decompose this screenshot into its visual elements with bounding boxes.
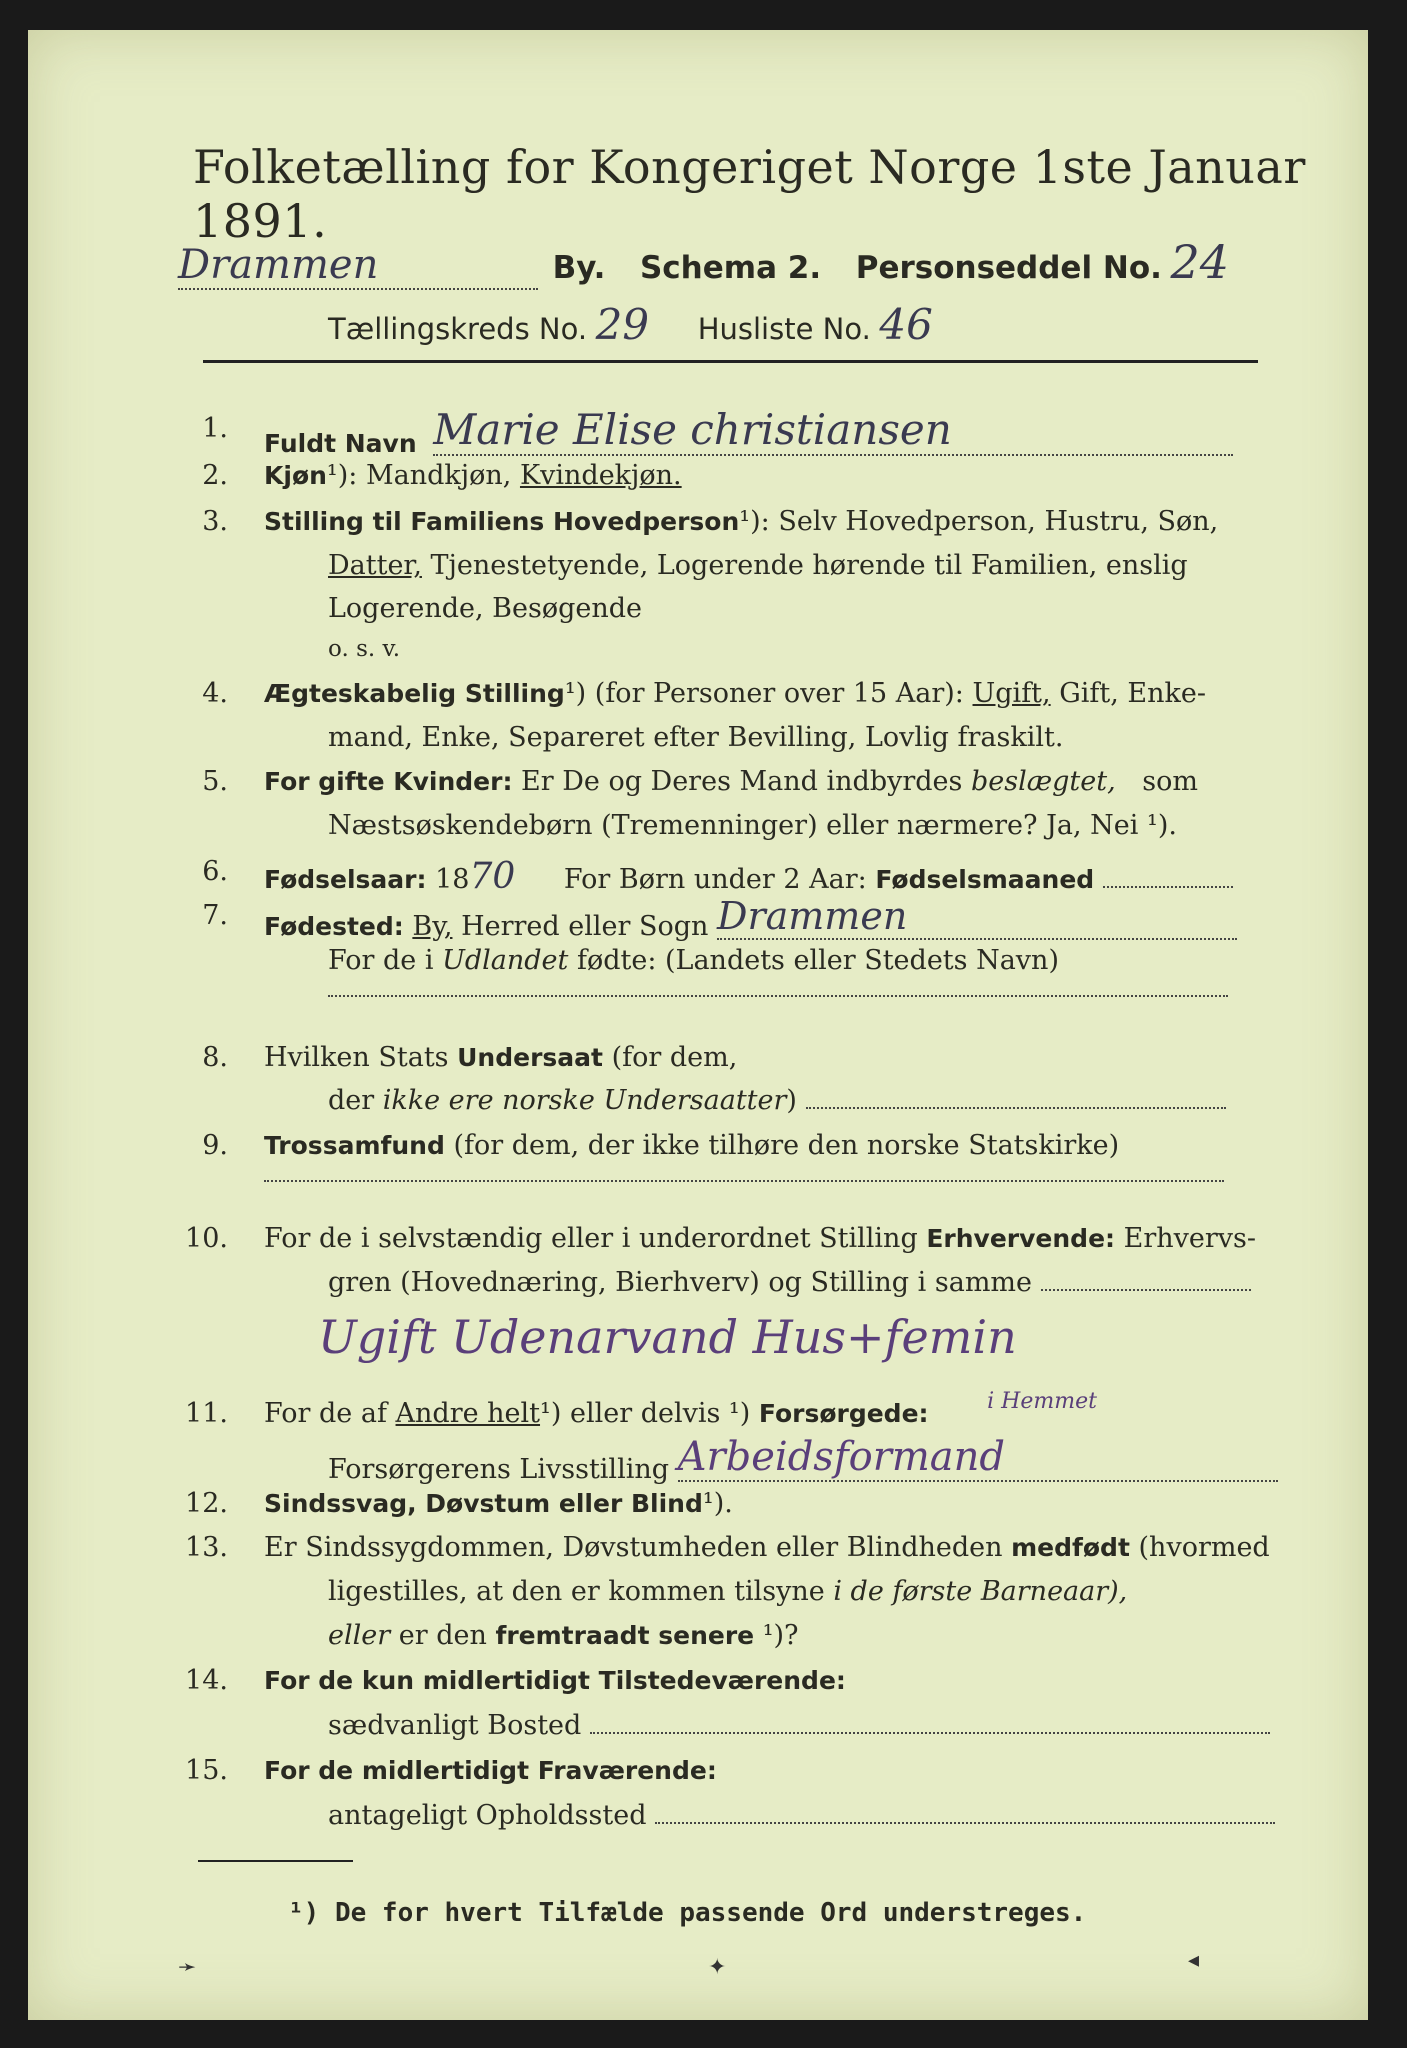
q13-line-3 <box>328 1620 799 1651</box>
q7-udlandet: Udlandet <box>442 945 569 976</box>
q8-line-1 <box>264 1042 737 1073</box>
q13-text-d: er den <box>398 1620 487 1651</box>
q5-beslaegtet: beslægtet, <box>970 766 1116 797</box>
kreds-number: 29 <box>595 300 650 349</box>
q7-number: 7. <box>202 900 228 931</box>
q7-foreign-b: fødte: (Landets eller Stedets Navn) <box>576 945 1059 976</box>
q11-andre: Andre helt <box>395 1398 541 1429</box>
margin-mark-left: ➛ <box>178 1955 197 1980</box>
q10-field <box>1041 1289 1251 1291</box>
q1-label: Fuldt Navn <box>264 429 417 458</box>
q15-field <box>655 1822 1275 1824</box>
q8-text-a: Hvilken Stats <box>264 1042 449 1073</box>
by-label: By. <box>552 250 606 286</box>
q3-options-1: Selv Hovedperson, Hustru, Søn, <box>778 506 1219 537</box>
q6-prefix: 18 <box>435 864 470 895</box>
kreds-label: Tællingskreds No. <box>328 312 588 346</box>
personseddel-label: Personseddel No. <box>855 250 1162 286</box>
q1-number: 1. <box>202 413 228 444</box>
q7-options: Herred eller Sogn <box>461 911 709 942</box>
q10-number: 10. <box>185 1223 228 1254</box>
q4-line-2: mand, Enke, Separeret efter Bevilling, Lovlig fraskilt. <box>328 722 1064 753</box>
q3-line-4: o. s. v. <box>328 636 401 662</box>
q8-italic: ikke ere norske Undersaatter <box>382 1085 787 1116</box>
q10-text-a: For de i selvstændig eller i underordnet Stilling <box>264 1223 918 1254</box>
q4-number: 4. <box>202 678 228 709</box>
q4-condition: (for Personer over 15 Aar): <box>594 678 964 709</box>
q11-number: 11. <box>185 1398 228 1429</box>
q11-answer: Arbeidsformand <box>678 1434 1278 1482</box>
q2-line <box>264 460 682 491</box>
q10-answer: Ugift Udenarvand Hus+femin <box>318 1310 1017 1364</box>
q3-line-3: Logerende, Besøgende <box>328 593 642 624</box>
q6-number: 6. <box>202 856 228 887</box>
q2-label: Kjøn <box>264 461 327 490</box>
q11-answer-note: i Hemmet <box>987 1389 1097 1414</box>
footnote: ¹) De for hvert Tilfælde passende Ord understreges. <box>288 1898 1087 1928</box>
q14-label: For de kun midlertidigt Tilstedeværende: <box>264 1666 846 1695</box>
q8-text-b: (for dem, <box>611 1042 738 1073</box>
q6-line <box>264 856 1233 897</box>
q14-line-2 <box>328 1710 1270 1741</box>
q4-option-ugift: Ugift, <box>972 678 1051 709</box>
q5-label: For gifte Kvinder: <box>264 767 513 796</box>
town-handwritten: Drammen <box>178 242 538 290</box>
q9-label: Trossamfund <box>264 1131 445 1160</box>
q10-line-1 <box>264 1223 1256 1254</box>
q12-line <box>264 1488 733 1519</box>
q8-number: 8. <box>202 1042 228 1073</box>
q10-label: Erhvervende: <box>926 1224 1116 1253</box>
q4-label: Ægteskabelig Stilling <box>264 679 565 708</box>
header-rule <box>203 360 1258 363</box>
q3-label: Stilling til Familiens Hovedperson <box>264 507 740 536</box>
q6-year: 70 <box>469 856 516 897</box>
q6-children: For Børn under 2 Aar: <box>563 864 867 895</box>
q1-answer: Marie Elise christiansen <box>433 405 1233 456</box>
q11-label: Forsørgede: <box>758 1399 929 1428</box>
q15-line-1 <box>264 1755 717 1786</box>
q6-label: Fødselsaar: <box>264 865 427 894</box>
q4-options-1: Gift, Enke- <box>1059 678 1206 709</box>
q3-option-datter: Datter, <box>328 550 422 581</box>
q7-line-2 <box>328 945 1059 976</box>
q1-line <box>264 405 1233 464</box>
q2-option-kvinde: Kvindekjøn. <box>519 460 682 491</box>
q2-option-mand: Mandkjøn, <box>365 460 512 491</box>
margin-mark-center: ✦ <box>708 1955 727 1980</box>
schema-label: Schema 2. <box>639 250 822 286</box>
q8-label: Undersaat <box>457 1043 603 1072</box>
form-title: Folketælling for Kongeriget Norge 1ste Januar 1891. <box>193 140 1306 248</box>
q9-line <box>264 1130 1119 1161</box>
q5-line-2: Næstsøskendebørn (Tremenninger) eller nærmere? Ja, Nei ¹). <box>328 810 1177 841</box>
q13-line-2 <box>328 1576 1127 1607</box>
q7-option-by: By, <box>412 911 453 942</box>
q13-text-e: ¹)? <box>762 1620 799 1651</box>
q14-text: sædvanligt Bosted <box>328 1710 582 1741</box>
q13-label2: fremtraadt senere <box>495 1621 755 1650</box>
q15-line-2 <box>328 1800 1275 1831</box>
q7-label: Fødested: <box>264 912 404 941</box>
q11-text-a: For de af <box>264 1398 387 1429</box>
q14-number: 14. <box>185 1665 228 1696</box>
q12-number: 12. <box>185 1488 228 1519</box>
q14-field <box>590 1732 1270 1734</box>
q11-line-2 <box>328 1434 1278 1490</box>
q3-options-2: Tjenestetyende, Logerende hørende til Familien, enslig <box>430 550 1188 581</box>
q9-text: (for dem, der ikke tilhøre den norske Statskirke) <box>453 1130 1120 1161</box>
q10-text-b: Erhvervs- <box>1123 1223 1257 1254</box>
q5-number: 5. <box>202 766 228 797</box>
q15-label: For de midlertidigt Fraværende: <box>264 1756 717 1785</box>
q2-sup: ¹): <box>326 460 358 491</box>
q13-text-a: Er Sindssygdommen, Døvstumheden eller Blindheden <box>264 1532 1003 1563</box>
q13-line-1 <box>264 1532 1270 1563</box>
q3-number: 3. <box>202 506 228 537</box>
q3-sup: ¹): <box>739 506 770 537</box>
husliste-label: Husliste No. <box>697 312 871 346</box>
q11-text-c: Forsørgerens Livsstilling <box>328 1454 670 1485</box>
personseddel-number: 24 <box>1170 235 1230 289</box>
q3-line-1 <box>264 506 1218 537</box>
q14-line-1 <box>264 1665 846 1696</box>
q4-line-1 <box>264 678 1206 709</box>
q7-foreign-field <box>328 995 1228 997</box>
q15-text: antageligt Opholdssted <box>328 1800 647 1831</box>
q6-month-field <box>1103 886 1233 888</box>
header-line-3 <box>328 300 933 349</box>
q7-foreign-a: For de i <box>328 945 434 976</box>
q13-label: medfødt <box>1011 1533 1130 1562</box>
q5-som: som <box>1142 766 1198 797</box>
q7-line-1 <box>264 894 1237 946</box>
q15-number: 15. <box>185 1755 228 1786</box>
q11-line-1 <box>264 1389 1097 1429</box>
q10-line-2 <box>328 1267 1251 1298</box>
q2-number: 2. <box>202 460 228 491</box>
q12-sup: ¹). <box>702 1488 733 1519</box>
q5-line-1 <box>264 766 1198 797</box>
q6-label2: Fødselsmaaned <box>875 865 1095 894</box>
q13-eller: eller <box>328 1620 391 1651</box>
header-line-2 <box>178 235 1229 290</box>
q8-field <box>806 1107 1226 1109</box>
q4-sup: ¹) <box>564 678 587 709</box>
q8-line-2: der ikke ere norske Undersaatter) <box>328 1085 1226 1116</box>
q5-question: Er De og Deres Mand indbyrdes <box>521 766 963 797</box>
q13-text-c: ligestilles, at den er kommen tilsyne <box>328 1576 825 1607</box>
q8-text-c: der <box>328 1085 375 1116</box>
margin-mark-right: ◂ <box>1188 1948 1200 1973</box>
q13-text-b: (hvormed <box>1138 1532 1270 1563</box>
q7-answer: Drammen <box>717 894 1237 940</box>
footnote-rule <box>198 1860 353 1862</box>
q9-field <box>264 1180 1224 1182</box>
q12-label: Sindssvag, Døvstum eller Blind <box>264 1489 703 1518</box>
q13-number: 13. <box>185 1532 228 1563</box>
q11-text-b: ¹) eller delvis ¹) <box>540 1398 751 1429</box>
q9-number: 9. <box>202 1130 228 1161</box>
husliste-number: 46 <box>879 300 933 349</box>
q10-text-c: gren (Hovednæring, Bierhverv) og Stilling i samme <box>328 1267 1033 1298</box>
q13-italic: i de første Barneaar), <box>833 1576 1128 1607</box>
q3-line-2 <box>328 550 1188 581</box>
census-form <box>28 30 1368 2020</box>
